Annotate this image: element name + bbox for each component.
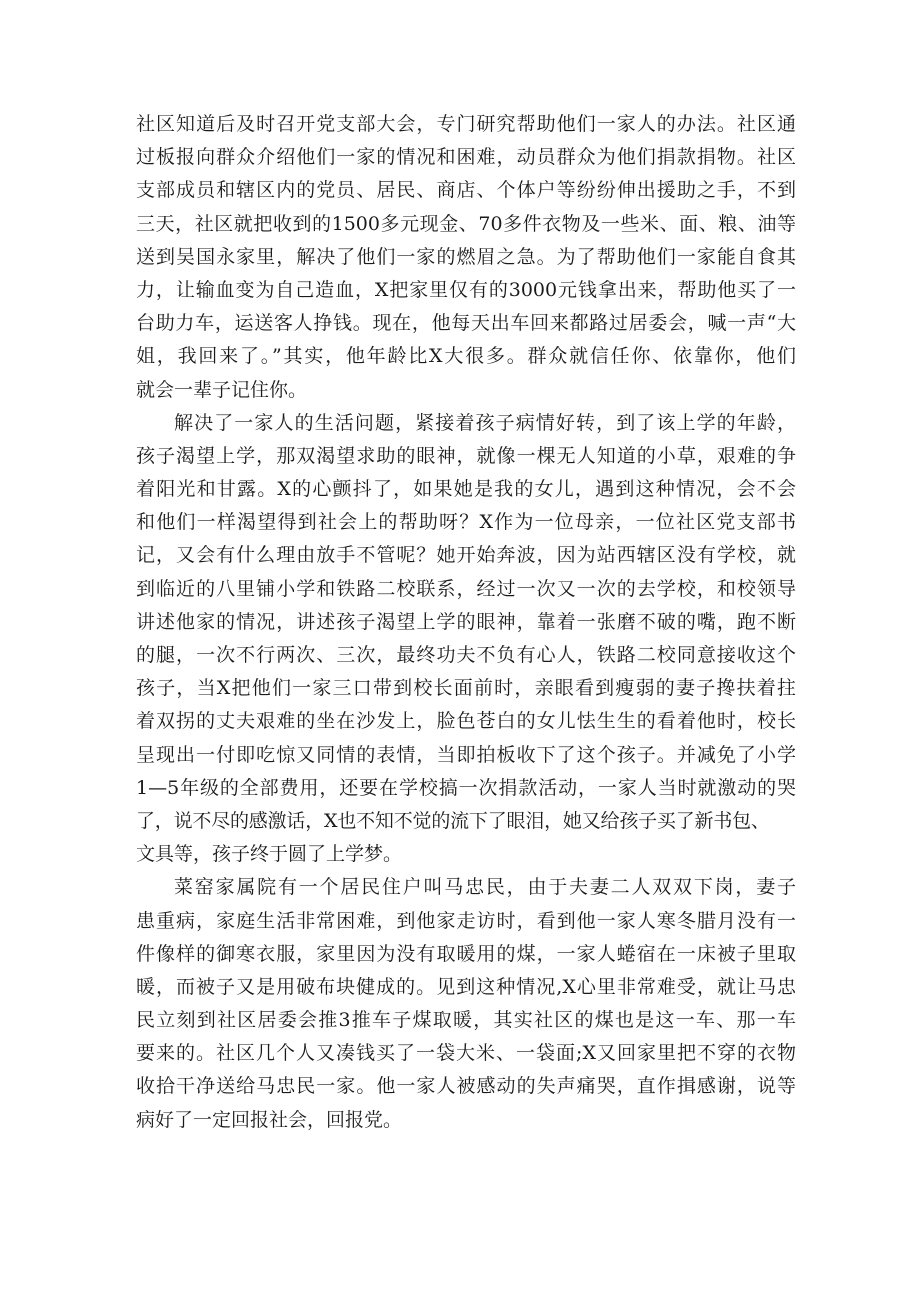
document-body [136,108,796,1137]
paragraph-3 [136,871,796,1137]
paragraph-2 [136,407,796,872]
text-line: 患重病，家庭生活非常困难，到他家走访时，看到他一家人寒冬腊月没有一 [136,909,796,932]
text-line: 的腿，一次不行两次、三次，最终功夫不负有心人，铁路二校同意接收这个 [136,644,796,666]
text-line: 件像样的御寒衣服，家里因为没有取暖用的煤，一家人蜷宿在一床被子里取 [136,942,796,965]
text-line: 孩子，当X把他们一家三口带到校长面前时，亲眼看到瘦弱的妻子搀扶着拄 [136,677,796,700]
text-line: 记，又会有什么理由放手不管呢？她开始奔波，因为站西辖区没有学校，就 [136,544,796,567]
text-line: 讲述他家的情况，讲述孩子渴望上学的眼神，靠着一张磨不破的嘴，跑不断 [136,610,796,633]
text-line: 呈现出一付即吃惊又同情的表情，当即拍板收下了这个孩子。并减免了小学 [136,743,796,766]
text-line: 文具等，孩子终于圆了上学梦。 [136,843,403,866]
text-line: 姐，我回来了。”其实，他年龄比X大很多。群众就信任你、依靠你，他们 [136,345,796,368]
text-line: 着阳光和甘露。X的心颤抖了，如果她是我的女儿，遇到这种情况，会不会 [136,478,796,501]
text-line: 要来的。社区几个人又凑钱买了一袋大米、一袋面;X又回家里把不穿的衣物 [136,1042,796,1065]
text-line: 了，说不尽的感激话，X也不知不觉的流下了眼泪，她又给孩子买了新书包、 [136,809,770,832]
text-line: 到临近的八里铺小学和铁路二校联系，经过一次又一次的去学校，和校领导 [136,577,796,600]
text-line: 解决了一家人的生活问题，紧接着孩子病情好转，到了该上学的年龄， [174,411,796,434]
text-line: 送到吴国永家里，解决了他们一家的燃眉之急。为了帮助他们一家能自食其 [136,245,796,268]
text-line: 台助力车，运送客人挣钱。现在，他每天出车回来都路过居委会，喊一声“大 [136,312,796,335]
text-line: 社区知道后及时召开党支部大会，专门研究帮助他们一家人的办法。社区通 [136,113,796,135]
paragraph-1 [136,108,796,407]
text-line: 就会一辈子记住你。 [136,378,308,401]
text-line: 孩子渴望上学，那双渴望求助的眼神，就像一棵无人知道的小草，艰难的争 [136,444,796,467]
text-line: 民立刻到社区居委会推3推车子煤取暖，其实社区的煤也是这一车、那一车 [136,1009,796,1032]
text-line: 病好了一定回报社会，回报党。 [136,1108,403,1131]
text-line: 着双拐的丈夫艰难的坐在沙发上，脸色苍白的女儿怯生生的看着他时，校长 [136,710,796,733]
text-line: 菜窑家属院有一个居民住户叫马忠民，由于夫妻二人双双下岗，妻子 [174,876,796,899]
text-line: 暖，而被子又是用破布块健成的。见到这种情况,X心里非常难受，就让马忠 [136,975,796,998]
text-line: 三天，社区就把收到的1500多元现金、70多件衣物及一些米、面、粮、油等 [136,212,796,235]
text-line: 和他们一样渴望得到社会上的帮助呀？X作为一位母亲，一位社区党支部书 [136,511,796,534]
text-line: 收拾干净送给马忠民一家。他一家人被感动的失声痛哭，直作揖感谢，说等 [136,1075,796,1098]
text-line: 过板报向群众介绍他们一家的情况和困难，动员群众为他们捐款捐物。社区 [136,146,796,169]
text-line: 力，让输血变为自己造血，X把家里仅有的3000元钱拿出来，帮助他买了一 [136,278,796,301]
text-line: 1—5年级的全部费用，还要在学校搞一次捐款活动，一家人当时就激动的哭 [136,776,796,799]
text-line: 支部成员和辖区内的党员、居民、商店、个体户等纷纷伸出援助之手，不到 [136,179,796,202]
